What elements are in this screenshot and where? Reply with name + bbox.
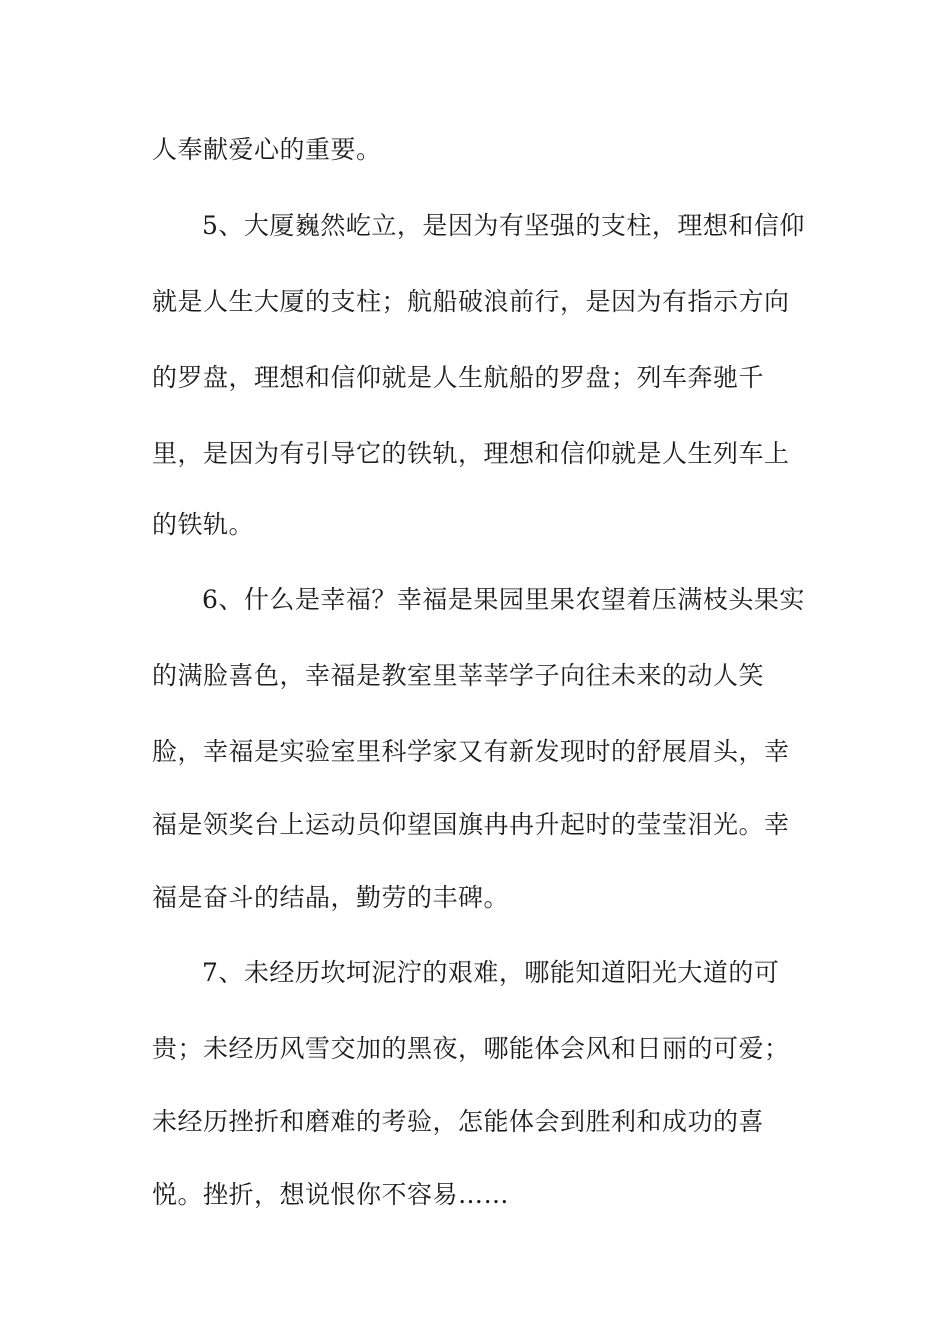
paragraph-7-start: 7、未经历坎坷泥泞的艰难，哪能知道阳光大道的可 xyxy=(202,958,780,987)
text-line: 福是领奖台上运动员仰望国旗冉冉升起时的莹莹泪光。幸 xyxy=(152,810,790,839)
paragraph-6-start: 6、什么是幸福？幸福是果园里果农望着压满枝头果实 xyxy=(202,585,805,614)
text-line: 脸，幸福是实验室里科学家又有新发现时的舒展眉头，幸 xyxy=(152,737,790,766)
text-line: 未经历挫折和磨难的考验，怎能体会到胜利和成功的喜 xyxy=(152,1107,765,1136)
text-line: 人奉献爱心的重要。 xyxy=(152,135,382,164)
text-line: 贵；未经历风雪交加的黑夜，哪能体会风和日丽的可爱； xyxy=(152,1034,790,1063)
text-line: 悦。挫折，想说恨你不容易…… xyxy=(152,1180,510,1209)
text-line: 的铁轨。 xyxy=(152,510,255,539)
text-line: 的罗盘，理想和信仰就是人生航船的罗盘；列车奔驰千 xyxy=(152,363,765,392)
text-line: 的满脸喜色，幸福是教室里莘莘学子向往未来的动人笑 xyxy=(152,661,765,690)
paragraph-5-start: 5、大厦巍然屹立，是因为有坚强的支柱，理想和信仰 xyxy=(202,211,805,240)
text-line: 福是奋斗的结晶，勤劳的丰碑。 xyxy=(152,883,510,912)
text-line: 就是人生大厦的支柱；航船破浪前行，是因为有指示方向 xyxy=(152,287,790,316)
text-line: 里，是因为有引导它的铁轨，理想和信仰就是人生列车上 xyxy=(152,439,790,468)
